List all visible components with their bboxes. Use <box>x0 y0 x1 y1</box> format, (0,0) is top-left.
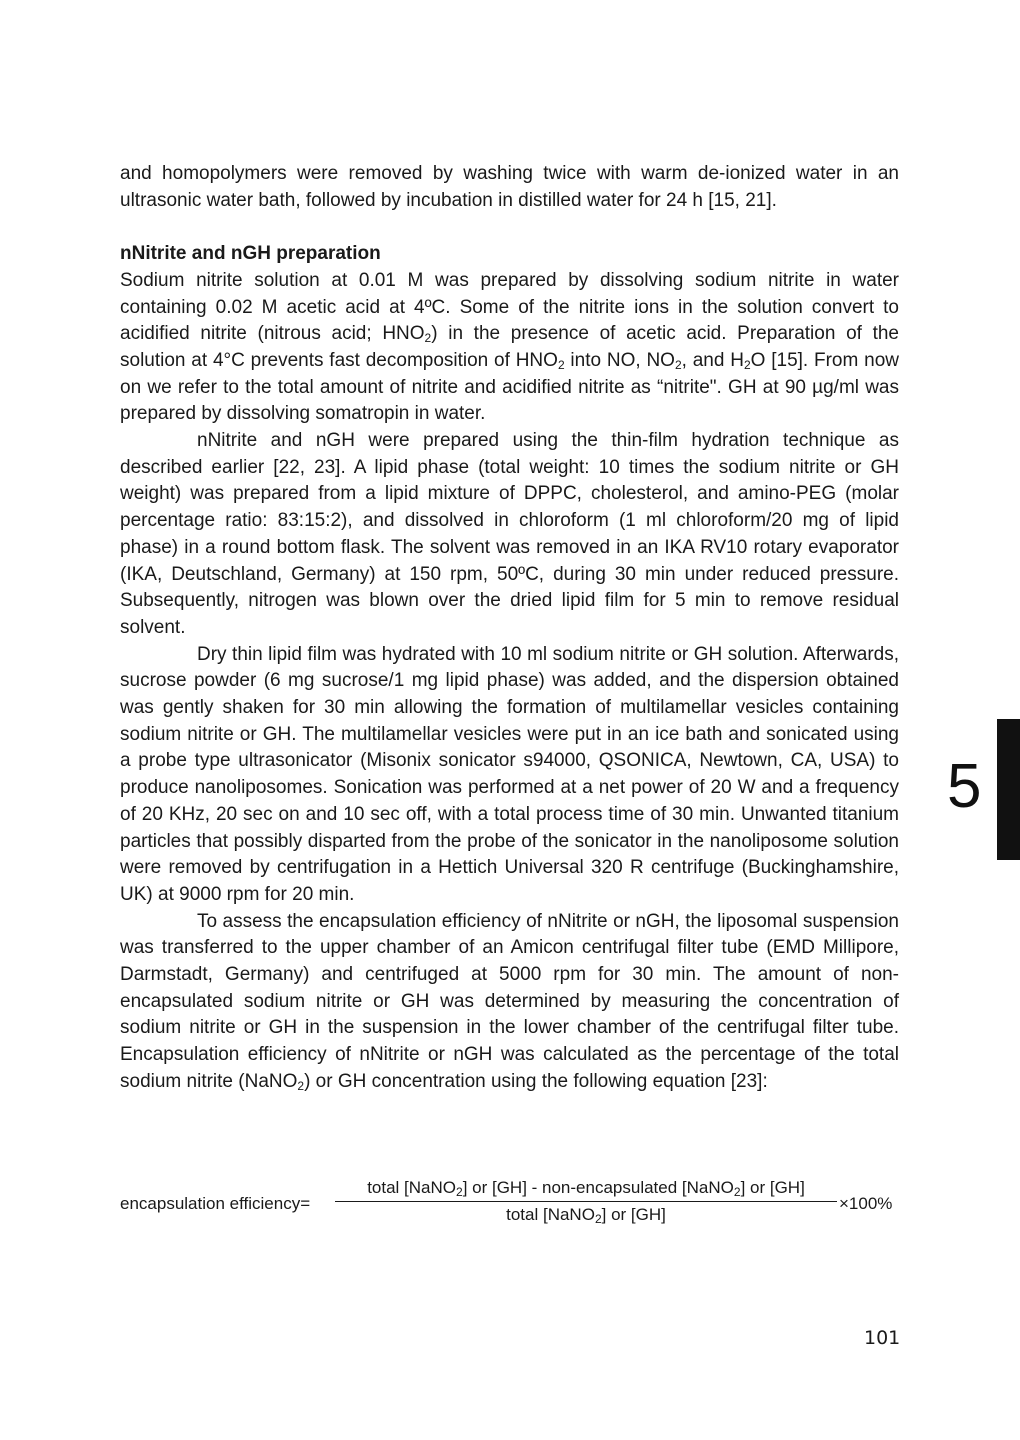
paragraph-nitrite-preparation <box>120 268 899 428</box>
subscript: 2 <box>557 357 565 372</box>
equation-fraction <box>335 1178 837 1225</box>
subscript: 2 <box>733 1185 741 1199</box>
paragraph-encapsulation-efficiency <box>120 909 899 1096</box>
paragraph-thin-film-hydration: nNitrite and nGH were prepared using the thin-film hydration technique as described earlier [22, 23]. A lipid phase (total weight: 10 times the sodium nitrite or GH weight) was prepared from a lipid mixture of DPPC, cholesterol, and amino-PEG (molar percentage ratio: 83:15:2), and dissolved in chloroform (1 ml chloroform/20 mg of lipid phase) in a round bottom flask. The solvent was removed in an IKA RV10 rotary evaporator (IKA, Deutschland, Germany) at 150 rpm, 50ºC, during 30 min under reduced pressure. Subsequently, nitrogen was blown over the dried lipid film for 5 min to remove residual solvent. <box>120 430 899 638</box>
subscript: 2 <box>456 1185 463 1199</box>
subscript: 2 <box>297 1078 305 1093</box>
equation-denominator <box>335 1202 837 1225</box>
chapter-tab-marker <box>997 719 1020 860</box>
text-run: ) in the presence of acetic acid. Preparation of the solution at 4°C prevents fast decomposition of HNO <box>120 323 899 371</box>
encapsulation-efficiency-equation <box>120 1178 899 1234</box>
text-run: total [NaNO <box>506 1205 595 1224</box>
text-run: , and H <box>681 349 744 371</box>
page-number: 101 <box>864 1327 901 1349</box>
paragraph-sonication: Dry thin lipid film was hydrated with 10 ml sodium nitrite or GH solution. Afterwards, sucrose powder (6 mg sucrose/1 mg lipid phase) was added, and the dispersion obtained was gently shaken for 30 min allowing the formation of multilamellar vesicles containing sodium nitrite or GH. The multilamellar vesicles were put in an ice bath and sonicated using a probe type ultrasonicator (Misonix sonicator s94000, QSONICA, Newtown, CA, USA) to produce nanoliposomes. Sonication was performed at a net power of 20 W and a frequency of 20 KHz, 20 sec on and 10 sec off, with a total process time of 30 min. Unwanted titanium particles that possibly disparted from the probe of the sonicator in the nanoliposome solution were removed by centrifugation in a Hettich Universal 320 R centrifuge (Buckinghamshire, UK) at 9000 rpm for 20 min. <box>120 643 899 905</box>
text-run: ) or GH concentration using the following equation [23]: <box>304 1070 768 1092</box>
section-heading: nNitrite and nGH preparation <box>120 243 381 265</box>
subscript: 2 <box>674 357 682 372</box>
text-run: total [NaNO <box>367 1178 456 1197</box>
text-run: O [15]. From now on we refer to the total amount of nitrite and acidified nitrite as “nitrite". GH at 90 µg/ml was prepared by dissolving somatropin in water. <box>120 349 899 425</box>
text-run: ] or [GH] <box>740 1178 805 1197</box>
paragraph-continuation: and homopolymers were removed by washing twice with warm de-ionized water in an ultrasonic water bath, followed by incubation in distilled water for 24 h [15, 21]. <box>120 163 899 211</box>
subscript: 2 <box>743 357 751 372</box>
subscript: 2 <box>594 1212 602 1226</box>
equation-numerator <box>335 1178 837 1202</box>
subscript: 2 <box>424 331 432 346</box>
chapter-number: 5 <box>947 752 982 821</box>
equation-label: encapsulation efficiency= <box>120 1194 311 1213</box>
text-run: into NO, NO <box>564 349 675 371</box>
text-run: ] or [GH] <box>601 1205 666 1224</box>
text-run: To assess the encapsulation efficiency of nNitrite or nGH, the liposomal suspension was transferred to the upper chamber of an Amicon centrifugal filter tube (EMD Millipore, Darmstadt, Germany) and centrifuged at 5000 rpm for 30 min. The amount of non-encapsulated sodium nitrite or GH was determined by measuring the concentration of sodium nitrite or GH in the suspension in the lower chamber of the centrifugal filter tube. Encapsulation efficiency of nNitrite or nGH was calculated as the percentage of the total sodium nitrite (NaNO <box>120 910 899 1092</box>
text-run: ] or [GH] - non-encapsulated [NaNO <box>462 1178 734 1197</box>
text-run: Sodium nitrite solution at 0.01 M was prepared by dissolving sodium nitrite in water containing 0.02 M acetic acid at 4ºC. Some of the nitrite ions in the solution convert to acidified nitrite (nitrous acid; HNO <box>120 269 899 345</box>
body-text <box>120 161 899 1096</box>
equation-multiplier: ×100% <box>839 1194 893 1213</box>
